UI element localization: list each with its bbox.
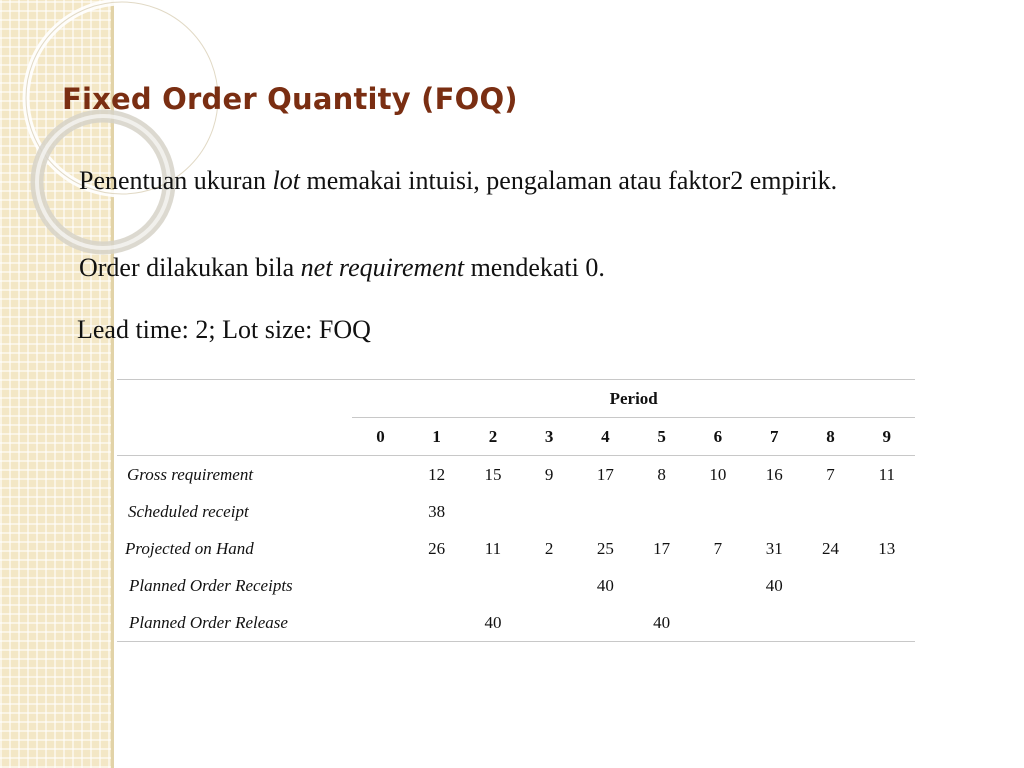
table-cell: 25 [596,538,614,558]
table-cell [409,567,465,604]
slide-title: Fixed Order Quantity (FOQ) [62,82,518,116]
table-cell [577,604,633,642]
table-cell [465,567,521,604]
table-cell: 16 [765,464,783,484]
table-cell [352,604,408,642]
table-cell [352,530,408,567]
table-cell [690,493,746,530]
table-cell [859,604,915,642]
period-number: 7 [746,418,802,456]
table-cell: 17 [653,538,671,558]
period-number: 9 [859,418,915,456]
period-number: 2 [465,418,521,456]
table-cell [633,567,689,604]
paragraph-text: memakai intuisi, pengalaman atau faktor2 empirik. [299,166,838,195]
table-row-planned-order-release [117,604,915,642]
table-cell [521,493,577,530]
table-cell: 40 [765,575,783,595]
table-cell [802,604,858,642]
table-row-scheduled-receipt [117,493,915,530]
table-cell [465,493,521,530]
table-cell: 15 [484,464,502,484]
row-label: Planned Order Release [117,604,352,642]
table-cell [633,493,689,530]
table-cell: 26 [428,538,446,558]
paragraph-text: Order dilakukan bila [79,253,301,282]
table-cell [352,493,408,530]
period-number: 6 [690,418,746,456]
table-cell [746,604,802,642]
paragraph-lot-sizing [79,163,953,199]
paragraph-italic-term: net requirement [300,253,465,282]
table-cell [690,604,746,642]
table-cell [352,456,408,494]
table-cell [352,567,408,604]
table-row-gross-requirement [117,456,915,494]
table-cell: 24 [821,538,839,558]
mrp-table-container [117,379,915,642]
table-cell [746,493,802,530]
paragraph-text: Penentuan ukuran [79,166,273,195]
period-number: 4 [577,418,633,456]
period-number: 3 [521,418,577,456]
table-cell: 40 [596,575,614,595]
table-cell: 11 [878,464,895,484]
table-cell: 8 [657,464,666,484]
table-cell: 7 [826,464,835,484]
table-row-projected-on-hand [117,530,915,567]
row-label: Gross requirement [127,464,254,484]
table-cell: 9 [544,464,554,484]
period-number: 5 [633,418,689,456]
table-cell: 10 [709,464,727,484]
table-cell [521,567,577,604]
mrp-table [117,379,915,642]
paragraph-text: mendekati 0. [464,253,605,282]
table-cell: 38 [428,501,446,521]
table-cell: 11 [484,538,502,558]
table-cell [859,567,915,604]
table-cell: 2 [544,538,554,558]
table-cell: 7 [713,538,723,558]
table-cell: 17 [596,464,614,484]
period-number: 8 [802,418,858,456]
paragraph-italic-term: lot [272,166,300,195]
table-cell: 40 [465,604,521,642]
row-label: Scheduled receipt [128,501,249,521]
table-corner-cell [117,418,352,456]
table-cell [802,567,858,604]
period-header: Period [352,380,915,418]
table-cell [409,604,465,642]
table-cell: 12 [428,464,446,484]
table-cell [802,493,858,530]
table-cell [577,493,633,530]
table-cell [859,493,915,530]
table-cell: 13 [878,538,896,558]
period-number: 0 [352,418,408,456]
table-row-planned-order-receipts [117,567,915,604]
row-label: Projected on Hand [125,538,254,558]
paragraph-parameters: Lead time: 2; Lot size: FOQ [77,315,371,344]
period-number: 1 [409,418,465,456]
table-cell: 40 [633,604,689,642]
paragraph-order-rule [79,250,953,286]
table-corner-cell [117,380,352,418]
table-cell [690,567,746,604]
row-label: Planned Order Receipts [129,575,293,595]
table-cell [521,604,577,642]
table-cell: 31 [765,538,783,558]
